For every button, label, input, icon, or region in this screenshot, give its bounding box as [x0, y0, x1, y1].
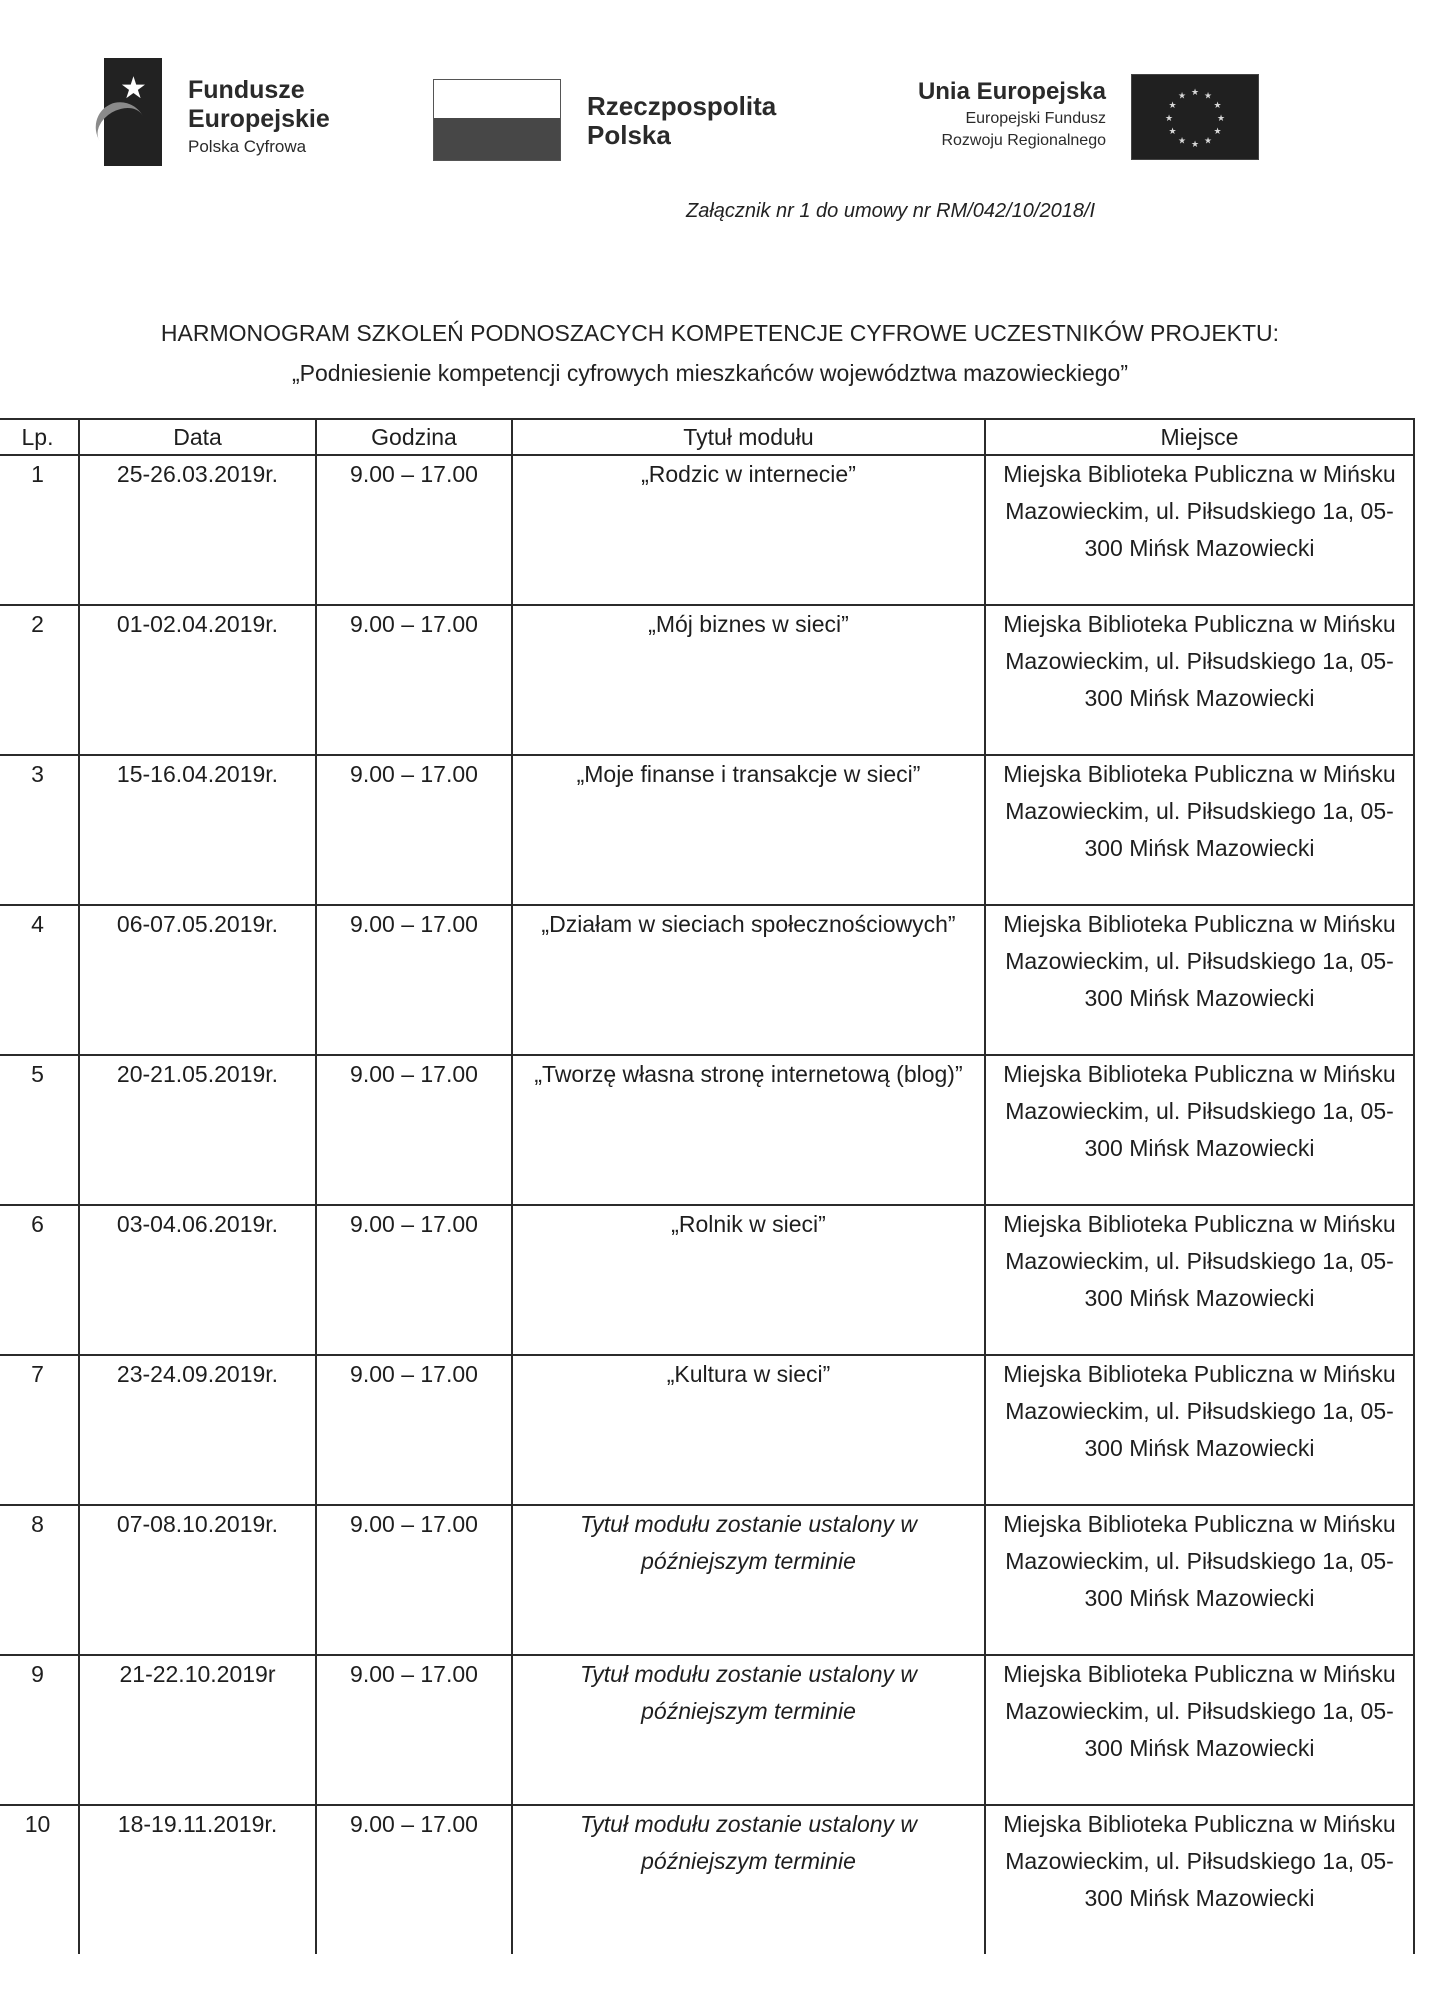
eu-star-icon: ★: [1168, 126, 1177, 136]
table-row: [0, 1505, 1414, 1655]
eu-star-icon: ★: [1177, 135, 1187, 146]
eu-star-icon: ★: [1190, 87, 1200, 97]
header-hour: Godzina: [316, 419, 512, 455]
cell-module-title: „Moje finanse i transakcje w sieci”: [512, 755, 985, 905]
cell-lp: 1: [0, 455, 79, 605]
document-title: HARMONOGRAM SZKOLEŃ PODNOSZACYCH KOMPETENCJE CYFROWE UCZESTNIKÓW PROJEKTU:: [160, 320, 1280, 346]
unia-europejska-logo: [870, 76, 1106, 152]
rp-logo-line2: Polska: [587, 120, 671, 150]
cell-lp: 5: [0, 1055, 79, 1205]
table-row: [0, 905, 1414, 1055]
table-row: [0, 1655, 1414, 1805]
eu-star-icon: ★: [1168, 100, 1177, 110]
cell-hour: 9.00 – 17.00: [316, 1355, 512, 1505]
polish-flag-icon: [433, 79, 561, 161]
cell-module-title: „Mój biznes w sieci”: [512, 605, 985, 755]
eu-star-icon: ★: [1203, 135, 1213, 146]
fe-logo-line2: Europejskie: [188, 105, 330, 133]
fe-logo-line1: Fundusze: [188, 76, 305, 104]
cell-place: Miejska Biblioteka Publiczna w Mińsku Mazowieckim, ul. Piłsudskiego 1a, 05-300 Mińsk Mazowiecki: [985, 1205, 1414, 1355]
cell-place: Miejska Biblioteka Publiczna w Mińsku Mazowieckim, ul. Piłsudskiego 1a, 05-300 Mińsk Mazowiecki: [985, 605, 1414, 755]
eu-star-icon: ★: [1203, 90, 1213, 101]
cell-lp: 10: [0, 1805, 79, 1954]
cell-date: 15-16.04.2019r.: [79, 755, 316, 905]
cell-hour: 9.00 – 17.00: [316, 1505, 512, 1655]
header-lp: Lp.: [0, 419, 79, 455]
cell-lp: 9: [0, 1655, 79, 1805]
cell-place: Miejska Biblioteka Publiczna w Mińsku Mazowieckim, ul. Piłsudskiego 1a, 05-300 Mińsk Mazowiecki: [985, 905, 1414, 1055]
cell-module-title: Tytuł modułu zostanie ustalony w późniejszym terminie: [512, 1655, 985, 1805]
table-row: [0, 455, 1414, 605]
header-title: Tytuł modułu: [512, 419, 985, 455]
fe-logo-line3: Polska Cyfrowa: [188, 137, 307, 156]
table-row: [0, 1355, 1414, 1505]
annex-note: Załącznik nr 1 do umowy nr RM/042/10/2018/I: [686, 200, 1096, 222]
cell-module-title: Tytuł modułu zostanie ustalony w późniejszym terminie: [512, 1505, 985, 1655]
cell-date: 25-26.03.2019r.: [79, 455, 316, 605]
header-date: Data: [79, 419, 316, 455]
eu-star-icon: ★: [1213, 100, 1222, 110]
cell-lp: 4: [0, 905, 79, 1055]
cell-lp: 2: [0, 605, 79, 755]
ue-logo-line3: Rozwoju Regionalnego: [941, 132, 1106, 149]
cell-date: 21-22.10.2019r: [79, 1655, 316, 1805]
cell-module-title: „Kultura w sieci”: [512, 1355, 985, 1505]
cell-module-title: „Działam w sieciach społecznościowych”: [512, 905, 985, 1055]
cell-hour: 9.00 – 17.00: [316, 605, 512, 755]
cell-hour: 9.00 – 17.00: [316, 1655, 512, 1805]
eu-flag-icon: [1131, 74, 1259, 160]
cell-hour: 9.00 – 17.00: [316, 1205, 512, 1355]
cell-date: 03-04.06.2019r.: [79, 1205, 316, 1355]
cell-hour: 9.00 – 17.00: [316, 755, 512, 905]
eu-star-icon: ★: [1177, 90, 1187, 101]
document-subtitle: „Podniesienie kompetencji cyfrowych mieszkańców województwa mazowieckiego”: [291, 360, 1129, 386]
cell-lp: 7: [0, 1355, 79, 1505]
table-row: [0, 755, 1414, 905]
cell-module-title: Tytuł modułu zostanie ustalony w późniejszym terminie: [512, 1805, 985, 1954]
ue-logo-line1: Unia Europejska: [917, 78, 1106, 105]
cell-date: 06-07.05.2019r.: [79, 905, 316, 1055]
cell-date: 01-02.04.2019r.: [79, 605, 316, 755]
cell-date: 23-24.09.2019r.: [79, 1355, 316, 1505]
cell-place: Miejska Biblioteka Publiczna w Mińsku Mazowieckim, ul. Piłsudskiego 1a, 05-300 Mińsk Mazowiecki: [985, 755, 1414, 905]
cell-date: 07-08.10.2019r.: [79, 1505, 316, 1655]
cell-place: Miejska Biblioteka Publiczna w Mińsku Mazowieckim, ul. Piłsudskiego 1a, 05-300 Mińsk Mazowiecki: [985, 1055, 1414, 1205]
table-row: [0, 1055, 1414, 1205]
table-row: [0, 1805, 1414, 1954]
rp-logo-line1: Rzeczpospolita: [587, 91, 777, 121]
eu-star-icon: ★: [1216, 113, 1226, 123]
cell-place: Miejska Biblioteka Publiczna w Mińsku Mazowieckim, ul. Piłsudskiego 1a, 05-300 Mińsk Mazowiecki: [985, 1355, 1414, 1505]
rzeczpospolita-logo: [587, 92, 776, 150]
cell-hour: 9.00 – 17.00: [316, 455, 512, 605]
schedule-table: [0, 418, 1415, 1954]
eu-star-icon: ★: [1190, 139, 1200, 149]
cell-module-title: „Tworzę własna stronę internetową (blog)”: [512, 1055, 985, 1205]
cell-hour: 9.00 – 17.00: [316, 1805, 512, 1954]
cell-hour: 9.00 – 17.00: [316, 905, 512, 1055]
cell-date: 18-19.11.2019r.: [79, 1805, 316, 1954]
ue-logo-line2: Europejski Fundusz: [965, 110, 1106, 127]
table-row: [0, 1205, 1414, 1355]
cell-module-title: „Rodzic w internecie”: [512, 455, 985, 605]
logo-bar: [0, 0, 1440, 190]
cell-place: Miejska Biblioteka Publiczna w Mińsku Mazowieckim, ul. Piłsudskiego 1a, 05-300 Mińsk Mazowiecki: [985, 1505, 1414, 1655]
cell-module-title: „Rolnik w sieci”: [512, 1205, 985, 1355]
cell-hour: 9.00 – 17.00: [316, 1055, 512, 1205]
header-place: Miejsce: [985, 419, 1414, 455]
cell-date: 20-21.05.2019r.: [79, 1055, 316, 1205]
eu-star-icon: ★: [1164, 113, 1174, 123]
table-header-row: [0, 419, 1414, 455]
table-row: [0, 605, 1414, 755]
cell-place: Miejska Biblioteka Publiczna w Mińsku Mazowieckim, ul. Piłsudskiego 1a, 05-300 Mińsk Mazowiecki: [985, 1805, 1414, 1954]
eu-star-icon: ★: [1213, 126, 1222, 136]
cell-place: Miejska Biblioteka Publiczna w Mińsku Mazowieckim, ul. Piłsudskiego 1a, 05-300 Mińsk Mazowiecki: [985, 455, 1414, 605]
cell-lp: 3: [0, 755, 79, 905]
cell-lp: 8: [0, 1505, 79, 1655]
fe-star-icon: ★: [104, 58, 162, 166]
cell-place: Miejska Biblioteka Publiczna w Mińsku Mazowieckim, ul. Piłsudskiego 1a, 05-300 Mińsk Mazowiecki: [985, 1655, 1414, 1805]
cell-lp: 6: [0, 1205, 79, 1355]
